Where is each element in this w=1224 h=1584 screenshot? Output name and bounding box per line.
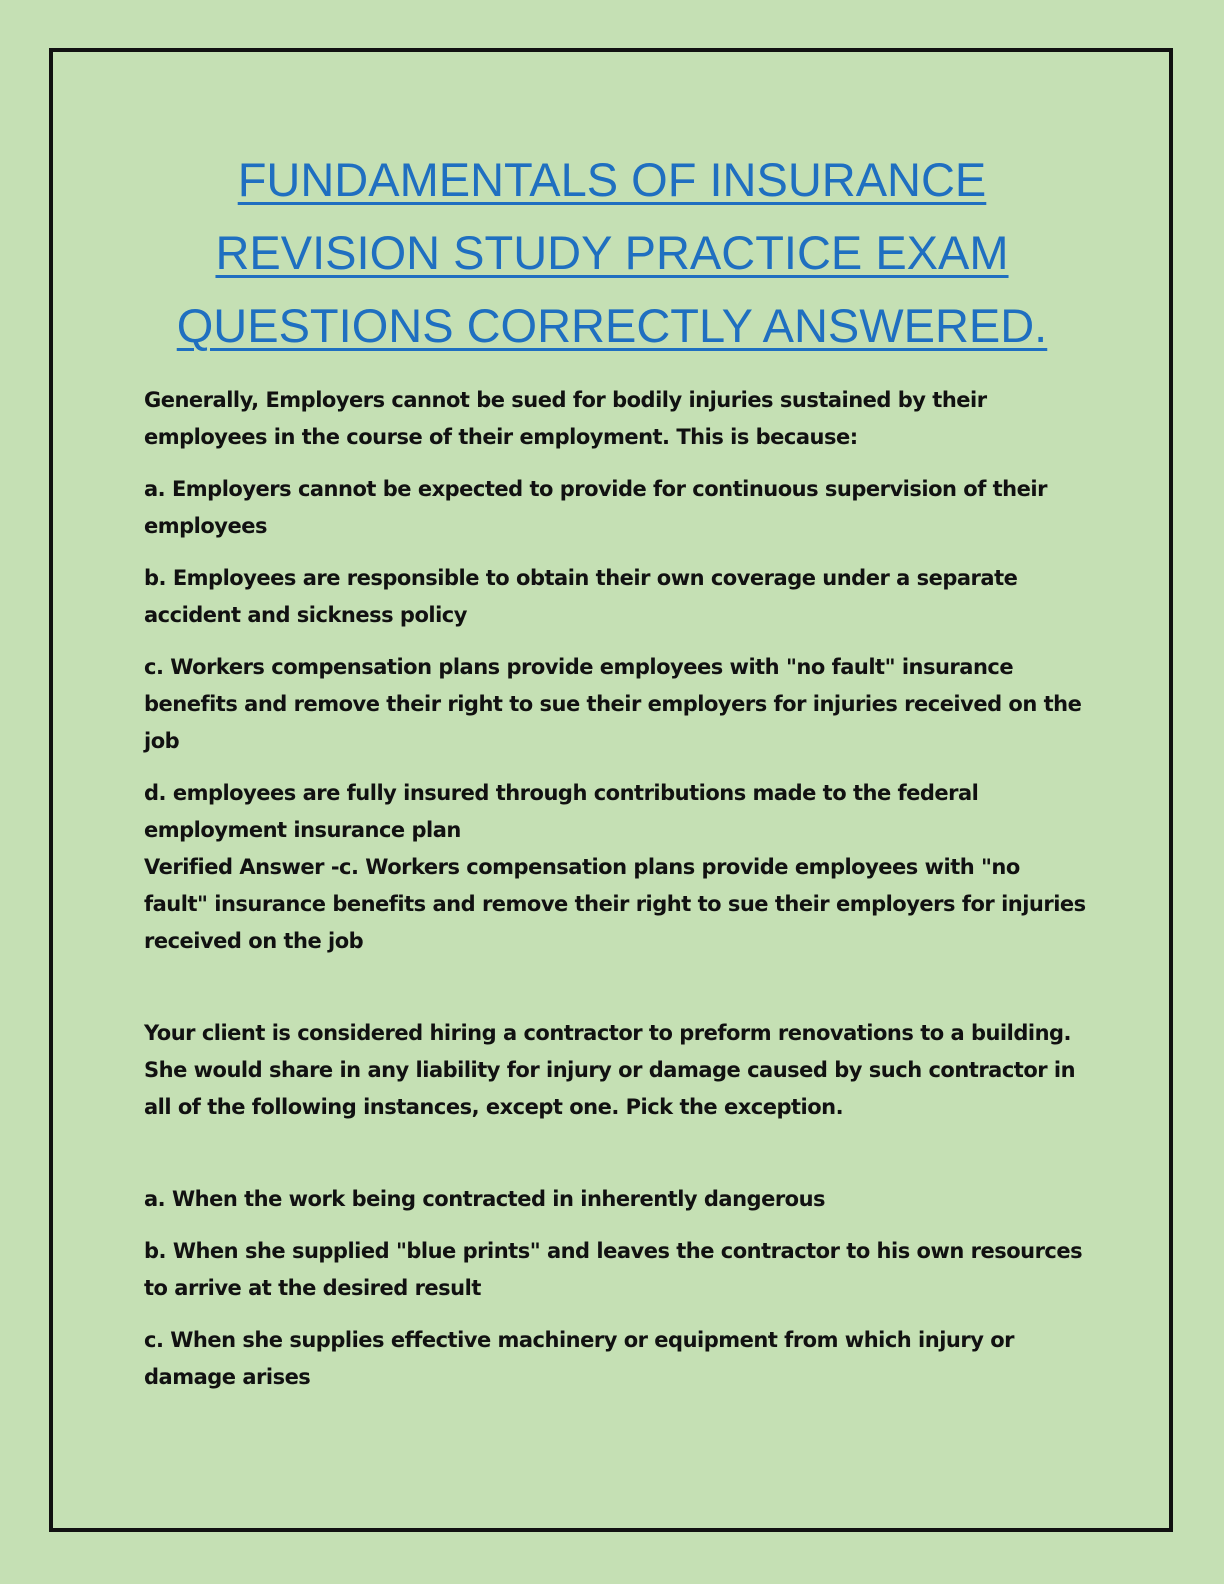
question-1-option-c: c. Workers compensation plans provide employees with "no fault" insurance benefits and remove their right to sue their employers for injuries received on the job (144, 655, 1082, 753)
title-line-3: QUESTIONS CORRECTLY ANSWERED. (176, 299, 1048, 352)
question-2-stem: Your client is considered hiring a contractor to preform renovations to a building. She would share in any liability for injury or damage caused by such contractor in all of the following instances, except one. Pick the exception. (144, 1021, 1076, 1119)
question-2-option-b: b. When she supplied "blue prints" and leaves the contractor to his own resources to arrive at the desired result (144, 1239, 1083, 1300)
question-1-option-b: b. Employees are responsible to obtain their own coverage under a separate accident and sickness policy (144, 566, 1018, 627)
question-1-stem: Generally, Employers cannot be sued for bodily injuries sustained by their employees in the course of their employment. This is because: (144, 388, 987, 449)
title-line-1: FUNDAMENTALS OF INSURANCE (237, 153, 987, 206)
question-1-option-d: d. employees are fully insured through contributions made to the federal employment insurance plan (144, 781, 979, 842)
document-title (120, 143, 1104, 362)
title-line-2: REVISION STUDY PRACTICE EXAM (215, 226, 1009, 279)
question-1-option-a: a. Employers cannot be expected to provide for continuous supervision of their employees (144, 477, 1047, 538)
question-2-option-a: a. When the work being contracted in inherently dangerous (144, 1187, 826, 1211)
question-2-option-c: c. When she supplies effective machinery or equipment from which injury or damage arises (144, 1328, 1014, 1389)
document-body (144, 382, 1089, 1396)
question-1-answer: Verified Answer -c. Workers compensation plans provide employees with "no fault" insurance benefits and remove their right to sue their employers for injuries received on the job (144, 855, 1086, 953)
